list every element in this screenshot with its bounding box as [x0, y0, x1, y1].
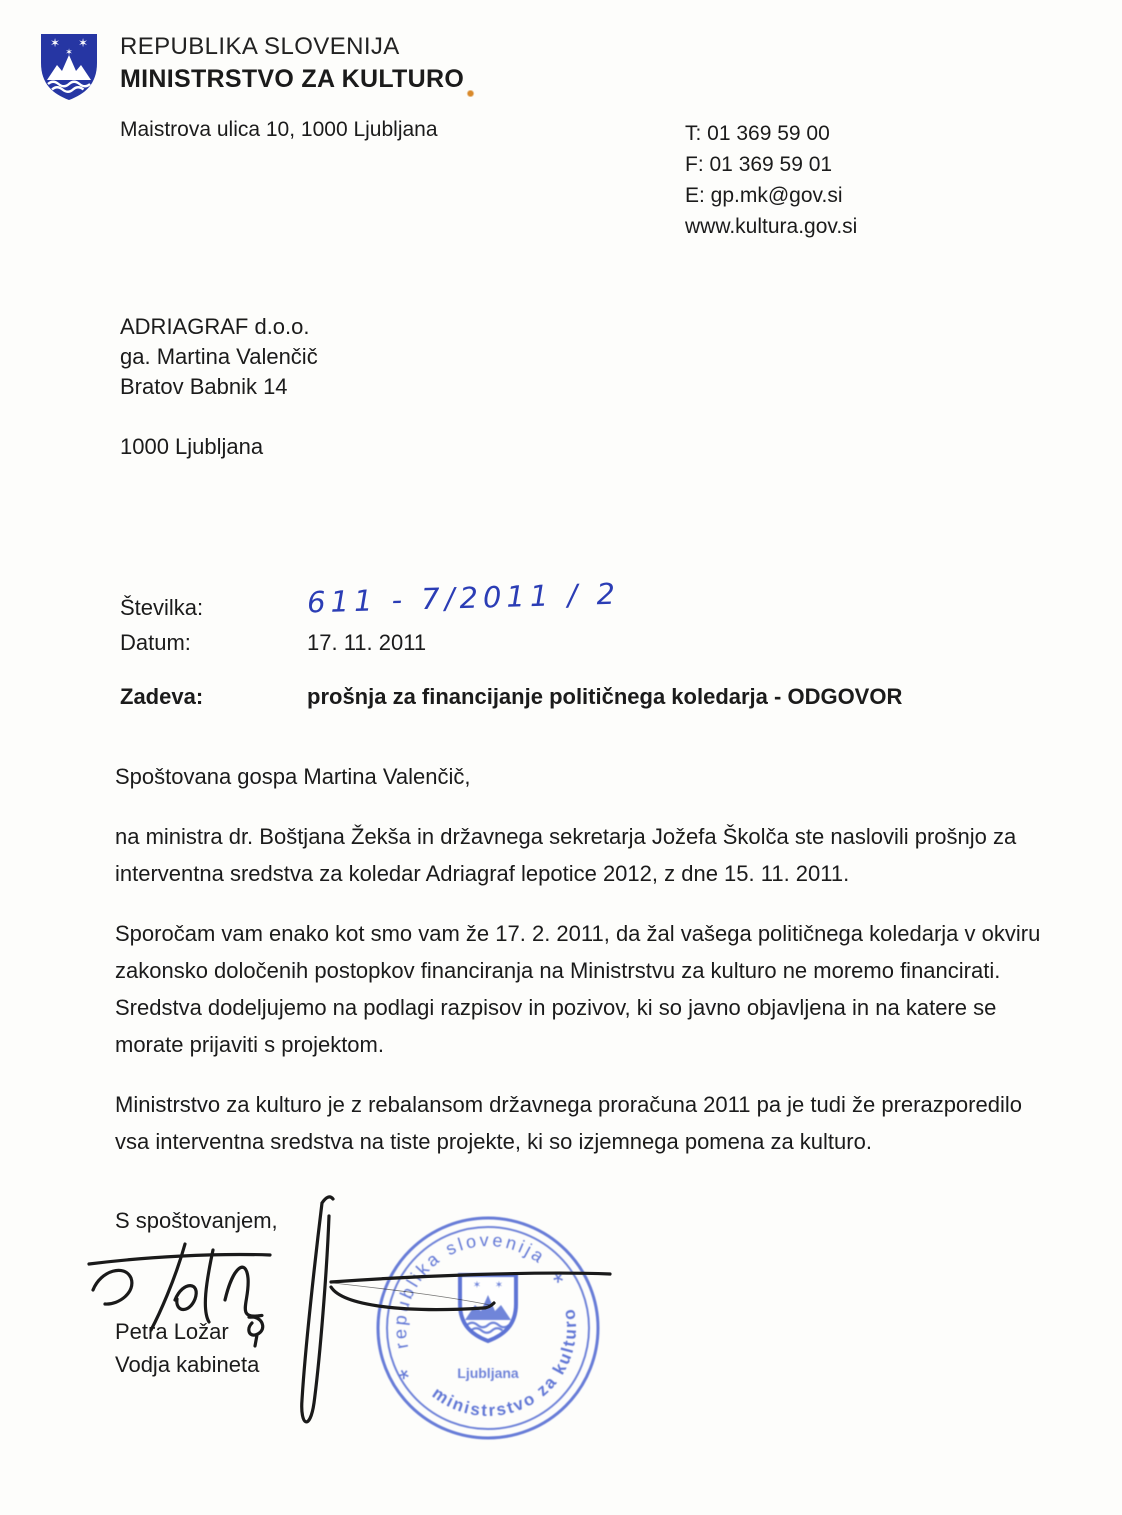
stamp-ring-text-bottom: ministrstvo za kulturo: [428, 1305, 581, 1421]
handwritten-reference-number: 611 - 7/2011 / 2: [306, 576, 621, 620]
valediction: S spoštovanjem,: [115, 1208, 278, 1233]
org-name-ministry: MINISTRSTVO ZA KULTURO: [120, 65, 465, 93]
stamp-ring-text-top: republika slovenija: [389, 1229, 550, 1351]
paragraph-2: Sporočam vam enako kot smo vam že 17. 2. 2011, da žal vašega političnega koledarja v okviru zakonsko določenih postopkov financiranja na Ministrstvu za kulturo ne moremo financirati. Sredstva dodeljujemo na podlagi razpisov in pozivov, ki so javno objavljena in na katere se morate prijaviti s projektom.: [115, 921, 1041, 1057]
stamp-star-left-icon: *: [393, 1362, 419, 1394]
svg-text:✶: ✶: [65, 47, 73, 57]
recipient-address-block: [120, 312, 318, 462]
email-line: E: gp.mk@gov.si: [685, 184, 843, 207]
signer-name: Petra Ložar: [115, 1319, 229, 1344]
phone-line: T: 01 369 59 00: [685, 122, 830, 145]
paragraph-1: na ministra dr. Boštjana Žekša in državnega sekretarja Jožefa Školča ste naslovili prošnjo za interventna sredstva za koledar Adriagraf lepotice 2012, z dne 15. 11. 2011.: [115, 824, 1017, 886]
paragraph-3: Ministrstvo za kulturo je z rebalansom državnega proračuna 2011 pa je tudi že prerazporedilo vsa interventna sredstva na tiste projekte, ki so izjemnega pomena za kulturo.: [115, 1092, 1022, 1154]
subject-label: Zadeva:: [120, 684, 204, 709]
stamp-star-right-icon: *: [548, 1266, 573, 1297]
subject-value: prošnja za financijanje političnega koledarja - ODGOVOR: [307, 684, 903, 709]
number-label: Številka:: [120, 595, 204, 620]
recipient-city: 1000 Ljubljana: [120, 434, 264, 459]
letterhead: [120, 33, 464, 94]
recipient-street: Bratov Babnik 14: [120, 374, 288, 399]
svg-text:✶: ✶: [494, 1280, 504, 1291]
svg-text:✶: ✶: [472, 1280, 482, 1291]
date-row: [120, 630, 620, 656]
letter-body: [115, 758, 1059, 1183]
org-name-country: REPUBLIKA SLOVENIJA: [120, 33, 400, 60]
slovenia-coat-of-arms-icon: [35, 29, 103, 110]
signature-paraph-stroke: [285, 1190, 625, 1455]
fax-line: F: 01 369 59 01: [685, 153, 833, 176]
date-value: 17. 11. 2011: [307, 630, 427, 655]
reference-number-row: [120, 576, 621, 622]
website-line: www.kultura.gov.si: [685, 215, 858, 238]
svg-text:✶: ✶: [77, 36, 89, 50]
scan-artifact: [466, 90, 475, 97]
subject-row: [120, 684, 902, 710]
svg-text:✶: ✶: [49, 36, 61, 50]
stamp-city-label: Ljubljana: [457, 1365, 519, 1381]
signer-title: Vodja kabineta: [115, 1352, 260, 1377]
recipient-person: ga. Martina Valenčič: [120, 344, 318, 369]
date-label: Datum:: [120, 630, 191, 655]
recipient-company: ADRIAGRAF d.o.o.: [120, 314, 310, 339]
contact-block: [685, 118, 857, 242]
ministry-address: Maistrova ulica 10, 1000 Ljubljana: [120, 118, 438, 141]
document-meta: [120, 576, 621, 656]
salutation: Spoštovana gospa Martina Valenčič,: [115, 764, 471, 789]
